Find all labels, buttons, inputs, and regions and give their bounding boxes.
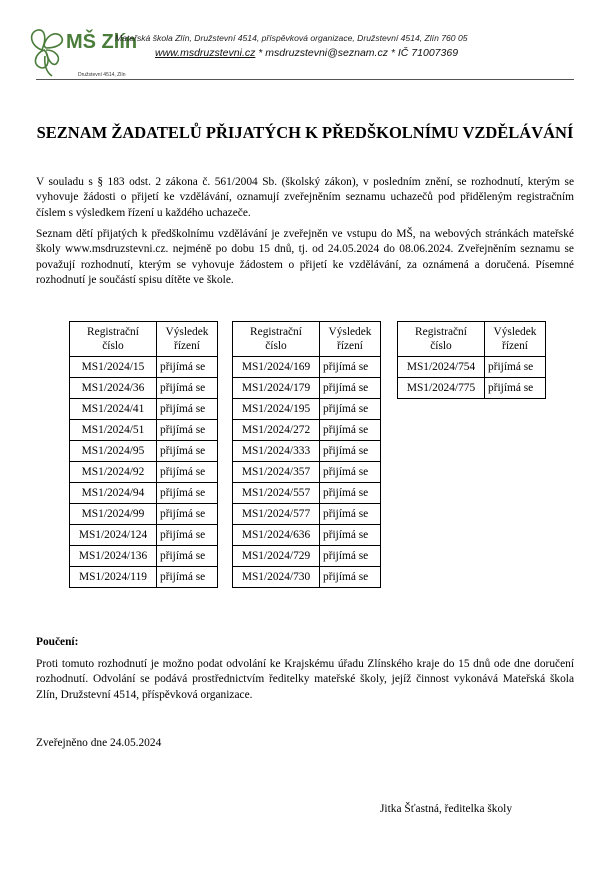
registration-table-3 xyxy=(397,321,546,399)
school-contact xyxy=(155,47,458,59)
registration-number: MS1/2024/754 xyxy=(398,357,485,378)
registration-number: MS1/2024/636 xyxy=(233,525,320,546)
registration-number: MS1/2024/119 xyxy=(70,567,157,588)
result-cell: přijímá se xyxy=(157,420,218,441)
table-row xyxy=(233,483,381,504)
table-row xyxy=(233,525,381,546)
result-cell: přijímá se xyxy=(320,357,381,378)
table-row xyxy=(233,399,381,420)
result-cell: přijímá se xyxy=(157,567,218,588)
table-row xyxy=(70,546,218,567)
registration-number: MS1/2024/41 xyxy=(70,399,157,420)
header-result: Výsledek řízení xyxy=(157,322,218,357)
table-row xyxy=(70,420,218,441)
registration-number: MS1/2024/357 xyxy=(233,462,320,483)
registration-number: MS1/2024/94 xyxy=(70,483,157,504)
result-cell: přijímá se xyxy=(320,462,381,483)
result-cell: přijímá se xyxy=(157,546,218,567)
result-cell: přijímá se xyxy=(157,483,218,504)
registration-number: MS1/2024/729 xyxy=(233,546,320,567)
result-cell: přijímá se xyxy=(320,546,381,567)
table-row xyxy=(233,504,381,525)
table-row xyxy=(70,399,218,420)
website-link[interactable]: www.msdruzstevni.cz xyxy=(155,47,256,59)
registration-number: MS1/2024/15 xyxy=(70,357,157,378)
result-cell: přijímá se xyxy=(320,567,381,588)
result-cell: přijímá se xyxy=(320,525,381,546)
result-cell: přijímá se xyxy=(157,504,218,525)
registration-number: MS1/2024/136 xyxy=(70,546,157,567)
registration-number: MS1/2024/557 xyxy=(233,483,320,504)
result-cell: přijímá se xyxy=(157,399,218,420)
result-cell: přijímá se xyxy=(320,420,381,441)
table-row xyxy=(70,441,218,462)
table-row xyxy=(233,546,381,567)
registration-number: MS1/2024/333 xyxy=(233,441,320,462)
table-row xyxy=(70,504,218,525)
registration-table-2 xyxy=(232,321,381,588)
registration-number: MS1/2024/179 xyxy=(233,378,320,399)
table-row xyxy=(398,357,546,378)
table-row xyxy=(233,420,381,441)
table-row xyxy=(233,567,381,588)
publication-date: Zveřejněno dne 24.05.2024 xyxy=(36,737,162,749)
instruction-heading: Poučení: xyxy=(36,636,79,648)
table-row xyxy=(70,462,218,483)
registration-number: MS1/2024/169 xyxy=(233,357,320,378)
publication-paragraph: Seznam dětí přijatých k předškolnímu vzdělávání je zveřejněn ve vstupu do MŠ, na webových stránkách mateřské školy www.msdruzstevni.cz. nejméně po dobu 15 dnů, tj. od 24.05.2024 do 08.06.2024. Zveřejněním seznamu se považují rozhodnutí, kterým se vyhovuje žádostem o přijetí ke vzdělávání, za oznámená a doručená. Písemné rozhodnutí je součástí spisu dítěte ve škole. xyxy=(36,228,574,286)
header-registration-number: Registrační číslo xyxy=(398,322,485,357)
table-row xyxy=(233,357,381,378)
registration-number: MS1/2024/775 xyxy=(398,378,485,399)
registration-number: MS1/2024/124 xyxy=(70,525,157,546)
header-result: Výsledek řízení xyxy=(320,322,381,357)
table-row xyxy=(70,357,218,378)
instruction-paragraph: Proti tomuto rozhodnutí je možno podat odvolání ke Krajskému úřadu Zlínského kraje do 15 dnů ode dne doručení rozhodnutí. Odvolání se podává prostřednictvím ředitelky mateřské školy, jejíž činnost vykonává Mateřská škola Zlín, Družstevní 4514, příspěvková organizace. xyxy=(36,658,574,701)
document-title: SEZNAM ŽADATELŮ PŘIJATÝCH K PŘEDŠKOLNÍMU VZDĚLÁVÁNÍ xyxy=(36,123,574,142)
registration-number: MS1/2024/730 xyxy=(233,567,320,588)
result-cell: přijímá se xyxy=(485,357,546,378)
result-cell: přijímá se xyxy=(157,378,218,399)
school-address: Mateřská škola Zlín, Družstevní 4514, příspěvková organizace, Družstevní 4514, Zlín 760 05 xyxy=(115,33,468,43)
result-cell: přijímá se xyxy=(320,399,381,420)
header-divider xyxy=(36,79,574,80)
header-registration-number: Registrační číslo xyxy=(70,322,157,357)
result-cell: přijímá se xyxy=(485,378,546,399)
table-header-row xyxy=(70,322,218,357)
signature: Jitka Šťastná, ředitelka školy xyxy=(380,803,513,815)
table-row xyxy=(233,378,381,399)
result-cell: přijímá se xyxy=(320,483,381,504)
result-cell: přijímá se xyxy=(157,357,218,378)
header-result: Výsledek řízení xyxy=(485,322,546,357)
result-cell: přijímá se xyxy=(157,462,218,483)
registration-number: MS1/2024/99 xyxy=(70,504,157,525)
result-cell: přijímá se xyxy=(320,441,381,462)
registration-number: MS1/2024/195 xyxy=(233,399,320,420)
registration-number: MS1/2024/51 xyxy=(70,420,157,441)
table-row xyxy=(233,462,381,483)
intro-paragraph: V souladu s § 183 odst. 2 zákona č. 561/2004 Sb. (školský zákon), v posledním znění, se rozhodnutí, kterým se vyhovuje žádosti o přijetí ke vzdělávání, oznamují zveřejněním seznamu uchazečů pod přiděleným registračním číslem s výsledkem řízení u každého uchazeče. xyxy=(36,176,574,219)
result-cell: přijímá se xyxy=(157,525,218,546)
table-row xyxy=(70,378,218,399)
table-row xyxy=(70,483,218,504)
registration-number: MS1/2024/577 xyxy=(233,504,320,525)
registration-number: MS1/2024/95 xyxy=(70,441,157,462)
school-logo xyxy=(22,20,138,78)
registration-number: MS1/2024/36 xyxy=(70,378,157,399)
contact-details: * msdruzstevni@seznam.cz * IČ 71007369 xyxy=(255,47,459,59)
registration-number: MS1/2024/92 xyxy=(70,462,157,483)
table-row xyxy=(233,441,381,462)
result-cell: přijímá se xyxy=(320,378,381,399)
result-cell: přijímá se xyxy=(157,441,218,462)
header-registration-number: Registrační číslo xyxy=(233,322,320,357)
table-header-row xyxy=(398,322,546,357)
table-row xyxy=(70,567,218,588)
registration-number: MS1/2024/272 xyxy=(233,420,320,441)
result-cell: přijímá se xyxy=(320,504,381,525)
logo-text: MŠ Zlín xyxy=(66,31,138,53)
table-row xyxy=(398,378,546,399)
table-row xyxy=(70,525,218,546)
logo-subtext: Družstevní 4514, Zlín xyxy=(78,72,126,78)
registration-table-1 xyxy=(69,321,218,588)
table-header-row xyxy=(233,322,381,357)
